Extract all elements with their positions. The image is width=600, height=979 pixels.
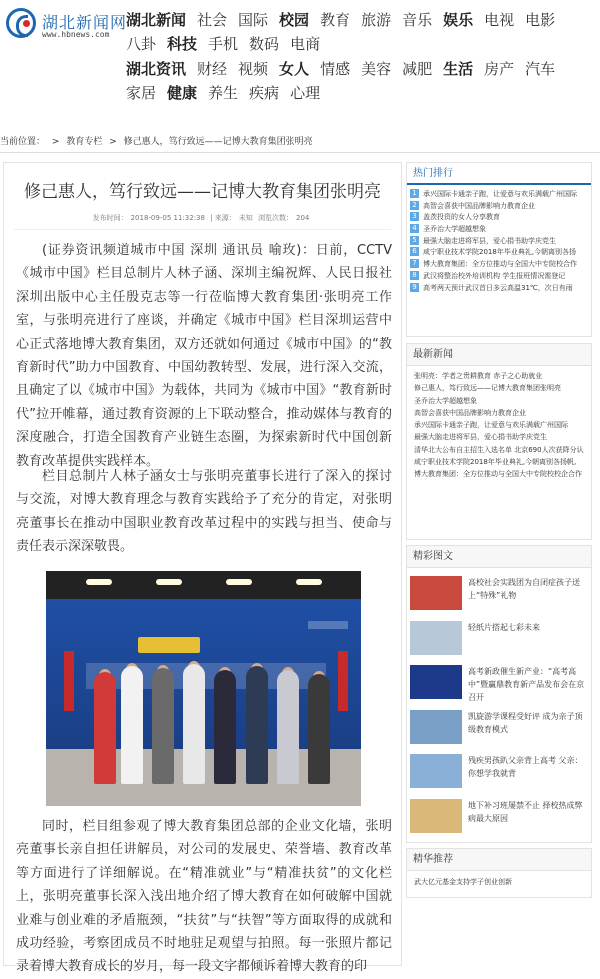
nav-link[interactable]: 家居: [126, 84, 157, 102]
featured-pictures-panel: [406, 545, 592, 843]
featured-picture-item[interactable]: [410, 799, 592, 837]
nav-link[interactable]: 心理: [290, 84, 321, 102]
nav-link[interactable]: 教育: [320, 11, 351, 29]
meta-published: 2018-09-05 11:32:38: [130, 214, 205, 222]
nav-link[interactable]: 音乐: [402, 11, 433, 29]
hot-ranking-item[interactable]: [410, 201, 591, 213]
hot-ranking-item[interactable]: [410, 271, 591, 283]
article-title: 修己惠人，笃行致远——记博大教育集团张明亮: [24, 182, 381, 202]
editors-pick-title: 精华推荐: [407, 849, 591, 871]
featured-picture-item[interactable]: [410, 710, 592, 748]
nav-link[interactable]: 校园: [279, 11, 310, 29]
featured-picture-item[interactable]: [410, 665, 592, 703]
site-logo[interactable]: [6, 6, 130, 42]
hot-ranking-item[interactable]: [410, 259, 591, 271]
hot-ranking-label: 最强大脑走进将军县，爱心捐书助学庆党生: [423, 236, 556, 245]
nav-row-primary: [126, 8, 594, 56]
father-son-thumbnail[interactable]: [410, 754, 462, 788]
latest-news-item[interactable]: 张明亮：学者之贵耕教育 赤子之心助就业: [414, 372, 543, 380]
hot-ranking-item[interactable]: [410, 247, 591, 259]
rank-number-badge: 2: [410, 201, 419, 210]
classroom-thumbnail[interactable]: [410, 621, 462, 655]
breadcrumb: [0, 134, 600, 147]
nav-link[interactable]: 社会: [197, 11, 228, 29]
article-divider: [14, 229, 391, 230]
featured-picture-item[interactable]: [410, 754, 592, 792]
hot-ranking-panel: [406, 162, 592, 337]
hot-ranking-item[interactable]: [410, 189, 591, 201]
nav-link[interactable]: 电影: [525, 11, 556, 29]
rank-number-badge: 6: [410, 247, 419, 256]
featured-picture-item[interactable]: [410, 576, 592, 614]
hot-ranking-label: 武汉将整治校外培训机构 学生报班情况需登记: [423, 271, 566, 280]
latest-news-item[interactable]: 修己惠人，笃行致远——记博大教育集团张明亮: [414, 384, 561, 393]
nav-link[interactable]: 减肥: [402, 60, 433, 78]
featured-picture-caption[interactable]: 轻纸片搭起七彩未来: [468, 622, 540, 632]
featured-picture-caption[interactable]: 残疾男孩趴父亲背上高考 父亲：你想学我就背: [468, 756, 583, 778]
nav-link[interactable]: 汽车: [525, 60, 556, 78]
meta-views: 204: [296, 214, 310, 222]
site-header: [0, 0, 600, 112]
nav-link[interactable]: 生活: [443, 60, 474, 78]
featured-pictures-title: 精彩图文: [407, 546, 591, 568]
hot-ranking-label: 承兴国际卡通亲子跑，让爱意与欢乐满载广州国际: [423, 190, 577, 198]
hot-ranking-item[interactable]: [410, 236, 591, 248]
hot-ranking-label: 咸宁职业技术学院2018年毕业典礼,今朝离别各扬: [423, 248, 577, 257]
breadcrumb-sep: >: [51, 137, 60, 147]
latest-news-item[interactable]: 咸宁职业技术学院2018年毕业典礼,今朝离别各扬帆,: [414, 458, 577, 467]
editors-pick-item[interactable]: 武大亿元基金支持学子创业创新: [414, 878, 512, 886]
nav-link[interactable]: 电商: [290, 35, 321, 53]
hot-ranking-label: 博大教育集团：全方位推动与全国大中专院校合作: [423, 260, 577, 269]
group-photo-image: [46, 571, 361, 806]
breadcrumb-section-link[interactable]: 教育专栏: [66, 137, 103, 147]
nav-link[interactable]: 八卦: [126, 35, 157, 53]
conference-thumbnail[interactable]: [410, 665, 462, 699]
logo-mark-icon: [6, 8, 36, 38]
nav-link[interactable]: 房产: [484, 60, 515, 78]
meta-source-label: | 来源：: [210, 214, 236, 222]
nav-link[interactable]: 手机: [208, 35, 239, 53]
rank-number-badge: 3: [410, 212, 419, 221]
article-paragraph: (证券资讯频道城市中国 深圳 通讯员 喻玫)：日前，CCTV《城市中国》栏目总制片人林子涵、深圳主编祝辉、人民日报社深圳出版中心主任殷克志等一行莅临博大教育集团·张明亮工作室，与张明亮进行了座谈，并确定《城市中国》栏目深圳运营中心正式落地博大教育集团，双方还就如何通过《城市中国》的“教育新时代”助力中国教育、中国幼教转型、发展，进行深入交流，且确定了以《城市中国》为载体，共同为《城市中国》“教育新时代”拉开帷幕，通过教育资源的上下联动整合，推动媒体与教育的深度融合，打造全国教育产业链生态圈，为探索新时代中国创新教育改革提供实践样本。: [16, 243, 392, 469]
nav-link[interactable]: 美容: [361, 60, 392, 78]
nav-link[interactable]: 国际: [238, 11, 269, 29]
cartoon-thumbnail[interactable]: [410, 799, 462, 833]
nav-link[interactable]: 疾病: [249, 84, 280, 102]
nav-link[interactable]: 旅游: [361, 11, 392, 29]
nav-link[interactable]: 情感: [320, 60, 351, 78]
featured-picture-caption[interactable]: 地下补习班屡禁不止 择校热成弊病最大原因: [468, 800, 583, 823]
latest-news-item[interactable]: 清华北大公布自主招生入选名单 北京690人次获降分认: [414, 445, 584, 454]
nav-link[interactable]: 娱乐: [443, 11, 474, 29]
hot-ranking-label: 盖茨投资的女人分享教育: [423, 213, 500, 222]
rank-number-badge: 5: [410, 236, 419, 245]
featured-picture-caption[interactable]: 高考新政催生新产业：“高考高中”暨赢鼎教育新产品发布会在京召开: [468, 667, 585, 702]
latest-news-item[interactable]: 承兴国际卡通亲子跑，让爱意与欢乐满载广州国际: [414, 421, 568, 430]
meta-source: 未知: [238, 214, 253, 222]
hot-ranking-label: 高智会喜获中国品牌影响力教育企业: [423, 201, 535, 210]
latest-news-panel: [406, 343, 592, 540]
nav-link[interactable]: 科技: [167, 35, 198, 53]
nav-row-secondary: [126, 57, 594, 105]
breadcrumb-prefix: 当前位置：: [0, 137, 46, 147]
article-paragraph: 同时，栏目组参观了博大教育集团总部的企业文化墙，张明亮董事长亲自担任讲解员，对公司的发展史、荣誉墙、教育改革等方面进行了详细解说。在“精准就业”与“精准扶贫”的文化栏上，张明亮董事长深入浅出地介绍了博大教育在如何破解中国就业难与创业难的矛盾瓶颈，“扶贫”与“扶智”等方面取得的成就和成功经验，考察团成员不时地驻足观望与拍照。每一张照片都记录着博大教育成长的岁月，每一段文字都倾诉着博大教育的印: [16, 819, 392, 975]
meta-published-label: 发布时间：: [92, 214, 128, 222]
rank-number-badge: 9: [410, 283, 419, 292]
nav-link[interactable]: 电视: [484, 11, 515, 29]
nav-link[interactable]: 数码: [249, 35, 280, 53]
latest-news-item[interactable]: 高智会喜获中国品牌影响力教育企业: [414, 408, 526, 417]
featured-picture-item[interactable]: [410, 621, 592, 659]
nav-link[interactable]: 财经: [197, 60, 228, 78]
nav-link[interactable]: 湖北资讯: [126, 60, 187, 78]
rank-number-badge: 8: [410, 271, 419, 280]
latest-news-title: 最新新闻: [407, 344, 591, 366]
nav-link[interactable]: 健康: [167, 84, 198, 102]
article-paragraph: 栏目总制片人林子涵女士与张明亮董事长进行了深入的探讨与交流，对博大教育理念与教育实践给予了充分的肯定，对张明亮董事长在推动中国职业教育改革过程中的实践与担当、使命与责任表示深深敬畏。: [16, 469, 392, 555]
hot-ranking-item[interactable]: [410, 212, 591, 224]
breadcrumb-divider: [0, 152, 600, 153]
nav-link[interactable]: 养生: [208, 84, 239, 102]
featured-picture-caption[interactable]: 凯旋游学课程受好评 成为亲子顶级教育模式: [468, 711, 583, 734]
article-panel: [3, 162, 402, 975]
nav-link[interactable]: 视频: [238, 60, 269, 78]
hot-ranking-item[interactable]: [410, 283, 591, 295]
latest-news-item[interactable]: 圣乔治大学超越想象: [414, 396, 477, 405]
editors-pick-list: [407, 871, 591, 887]
nav-link[interactable]: 女人: [279, 60, 310, 78]
latest-news-item[interactable]: 最强大脑走进将军县，爱心捐书助学庆党生: [414, 433, 547, 442]
breadcrumb-current: 修己惠人，笃行致远——记博大教育集团张明亮: [123, 137, 313, 147]
rank-number-badge: 1: [410, 189, 419, 198]
breadcrumb-sep: >: [109, 137, 117, 147]
hot-ranking-label: 圣乔治大学超越想象: [423, 225, 486, 234]
editors-pick-panel: [406, 848, 592, 898]
hot-ranking-title: 热门排行: [407, 163, 591, 185]
logo-name: 湖北新闻网: [42, 13, 128, 32]
logo-url: www.hbnews.com: [42, 30, 110, 39]
latest-news-list: [407, 366, 591, 481]
hot-ranking-list: [407, 185, 591, 294]
students-banner-thumbnail[interactable]: [410, 576, 462, 610]
rank-number-badge: 4: [410, 224, 419, 233]
article-meta: [4, 213, 401, 223]
hot-ranking-item[interactable]: [410, 224, 591, 236]
tour-thumbnail[interactable]: [410, 710, 462, 744]
rank-number-badge: 7: [410, 259, 419, 268]
latest-news-item[interactable]: 博大教育集团：全方位推动与全国大中专院校校企合作: [414, 470, 582, 479]
meta-views-label: 浏览次数：: [258, 214, 294, 222]
hot-ranking-label: 高考两天预计武汉首日多云高温31℃，次日有雨: [423, 283, 573, 292]
nav-link[interactable]: 湖北新闻: [126, 11, 187, 29]
featured-picture-caption[interactable]: 高校社会实践团为自闭症孩子送上“特殊”礼物: [468, 578, 580, 600]
